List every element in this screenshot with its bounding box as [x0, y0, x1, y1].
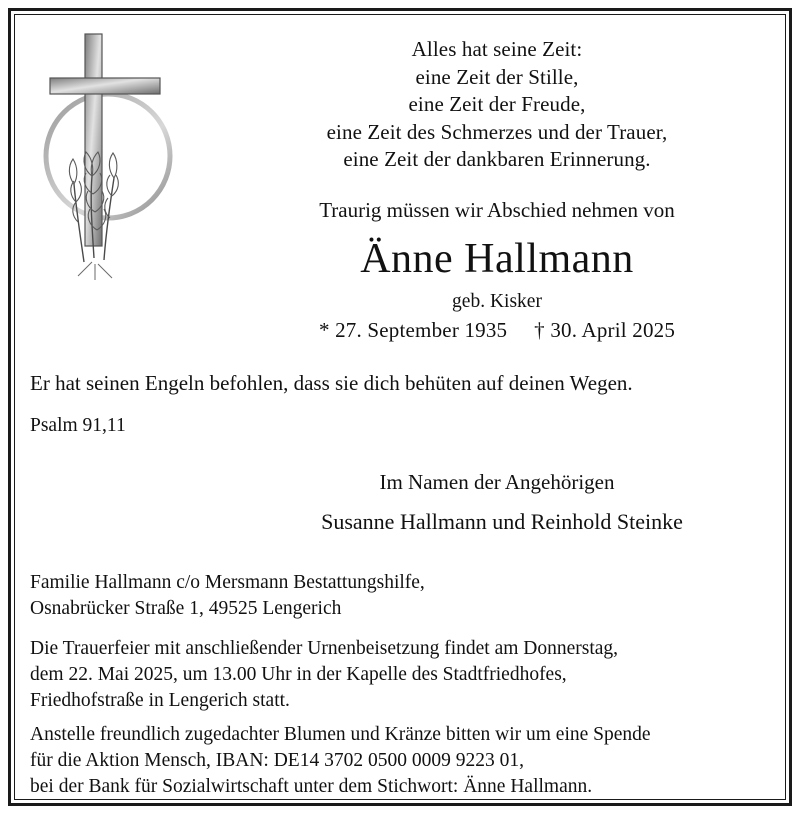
donation-line-1: Anstelle freundlich zugedachter Blumen und Kränze bitten wir um eine Spende [30, 724, 651, 745]
obituary-content [22, 20, 778, 797]
intro-text: Traurig müssen wir Abschied nehmen von [319, 198, 675, 222]
service-line-1: Die Trauerfeier mit anschließender Urnenbeisetzung findet am Donnerstag, [30, 638, 619, 659]
behalf-text: Im Namen der Angehörigen [379, 470, 615, 494]
donation-line-2: für die Aktion Mensch, IBAN: DE14 3702 0500 0009 9223 01, [30, 750, 524, 771]
birth-date: * 27. September 1935 [318, 318, 508, 342]
verse-line-3: eine Zeit der Freude, [408, 92, 586, 116]
scripture-text: Er hat seinen Engeln befohlen, dass sie dich behüten auf deinen Wegen. [30, 371, 633, 395]
scripture-reference: Psalm 91,11 [30, 415, 126, 436]
verse-block [212, 36, 782, 174]
verse-line-1: Alles hat seine Zeit: [411, 37, 583, 61]
deceased-name: Änne Hallmann [360, 236, 634, 282]
maiden-name: geb. Kisker [452, 291, 542, 312]
address-line-1: Familie Hallmann c/o Mersmann Bestattungshilfe, [30, 572, 425, 593]
survivors-names: Susanne Hallmann und Reinhold Steinke [321, 509, 683, 534]
service-line-2: dem 22. Mai 2025, um 13.00 Uhr in der Kapelle des Stadtfriedhofes, [30, 664, 567, 685]
address-block [30, 570, 782, 622]
verse-line-2: eine Zeit der Stille, [415, 64, 579, 89]
service-line-3: Friedhofstraße in Lengerich statt. [30, 690, 290, 711]
donation-line-3: bei der Bank für Sozialwirtschaft unter dem Stichwort: Änne Hallmann. [30, 776, 593, 797]
death-date: † 30. April 2025 [534, 318, 676, 342]
service-block [30, 636, 782, 714]
verse-line-4: eine Zeit des Schmerzes und der Trauer, [326, 119, 668, 144]
donation-block [30, 722, 782, 800]
life-dates [212, 318, 782, 343]
verse-line-5: eine Zeit der dankbaren Erinnerung. [343, 147, 651, 171]
address-line-2: Osnabrücker Straße 1, 49525 Lengerich [30, 598, 342, 619]
cross-with-wheat-emblem [32, 26, 192, 282]
